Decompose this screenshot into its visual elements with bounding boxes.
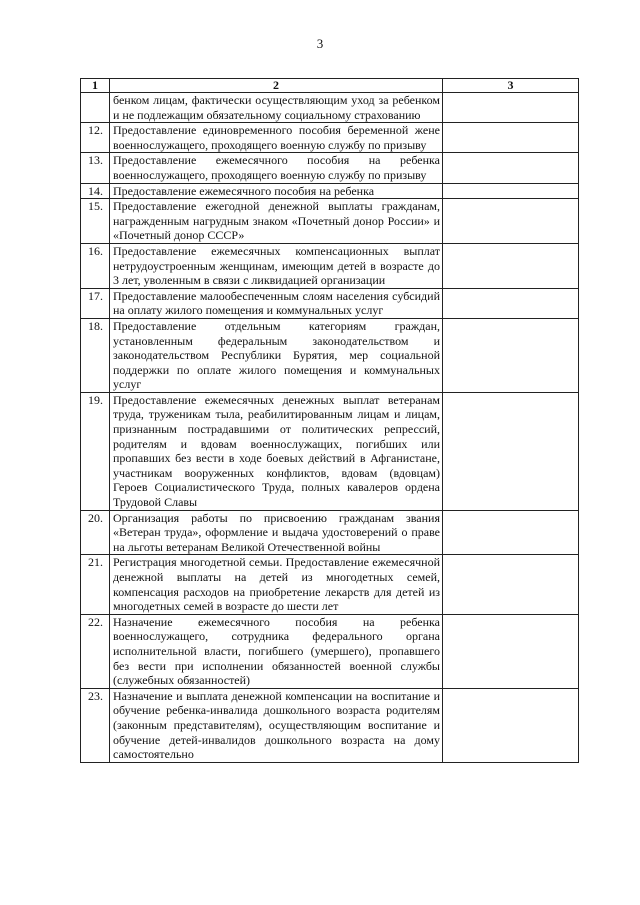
row-number: 14. — [81, 183, 110, 199]
column-header-3: 3 — [443, 79, 579, 93]
table-row — [81, 183, 579, 199]
row-number: 12. — [81, 123, 110, 153]
row-col3 — [443, 510, 579, 555]
table-row — [81, 243, 579, 288]
service-description: Назначение ежемесячного пособия на ребенка военнослужащего, сотрудника федерального органа исполнительной власти, погибшего (умершего), пропавшего без вести при исполнении обязанностей военной службы (служебных обязанностей) — [110, 614, 443, 688]
table-row — [81, 614, 579, 688]
service-description: Регистрация многодетной семьи. Предоставление ежемесячной денежной выплаты на детей из многодетных семей, компенсация расходов на приобретение лекарств для детей из многодетных семей в возрасте до шести лет — [110, 555, 443, 614]
table-row — [81, 288, 579, 318]
row-col3 — [443, 614, 579, 688]
row-number: 22. — [81, 614, 110, 688]
services-table — [80, 78, 579, 763]
service-description: Организация работы по присвоению гражданам звания «Ветеран труда», оформление и выдача удостоверений о праве на льготы ветеранам Великой Отечественной войны — [110, 510, 443, 555]
table-row — [81, 123, 579, 153]
service-description: Предоставление ежемесячного пособия на ребенка военнослужащего, проходящего военную службу по призыву — [110, 153, 443, 183]
row-number: 13. — [81, 153, 110, 183]
row-number: 16. — [81, 243, 110, 288]
row-number: 19. — [81, 392, 110, 510]
column-header-1: 1 — [81, 79, 110, 93]
page-number: 3 — [316, 36, 324, 51]
service-description: Предоставление ежемесячного пособия на ребенка — [110, 183, 443, 199]
row-col3 — [443, 93, 579, 123]
row-col3 — [443, 153, 579, 183]
service-description: Назначение и выплата денежной компенсации на воспитание и обучение ребенка-инвалида дошкольного возраста родителям (законным представителям), осуществляющим воспитание и обучение детей-инвалидов дошкольного возраста на дому самостоятельно — [110, 688, 443, 762]
table-row — [81, 510, 579, 555]
row-col3 — [443, 243, 579, 288]
table-row — [81, 318, 579, 392]
row-number: 21. — [81, 555, 110, 614]
table-row — [81, 93, 579, 123]
service-description: Предоставление ежегодной денежной выплаты гражданам, награжденным нагрудным знаком «Почетный донор России» и «Почетный донор СССР» — [110, 199, 443, 244]
row-col3 — [443, 288, 579, 318]
column-header-2: 2 — [110, 79, 443, 93]
row-number — [81, 93, 110, 123]
row-col3 — [443, 199, 579, 244]
service-description: Предоставление ежемесячных денежных выплат ветеранам труда, труженикам тыла, реабилитированным лицам и лицам, признанным пострадавшими от политических репрессий, родителям и вдовам военнослужащих, погибших или пропавших без вести в ходе боевых действий в Афганистане, участникам вооруженных конфликтов, вдовам (вдовцам) Героев Социалистического Труда, полных кавалеров ордена Трудовой Славы — [110, 392, 443, 510]
row-number: 15. — [81, 199, 110, 244]
service-description: Предоставление отдельным категориям граждан, установленным федеральным законодательством и законодательством Республики Бурятия, мер социальной поддержки по оплате жилого помещения и коммунальных услуг — [110, 318, 443, 392]
row-number: 23. — [81, 688, 110, 762]
row-number: 20. — [81, 510, 110, 555]
service-description: Предоставление малообеспеченным слоям населения субсидий на оплату жилого помещения и коммунальных услуг — [110, 288, 443, 318]
table-row — [81, 199, 579, 244]
service-description: бенком лицам, фактически осуществляющим уход за ребенком и не подлежащим обязательному социальному страхованию — [110, 93, 443, 123]
row-col3 — [443, 123, 579, 153]
table-row — [81, 153, 579, 183]
table-row — [81, 555, 579, 614]
table-header-row — [81, 79, 579, 93]
service-description: Предоставление ежемесячных компенсационных выплат нетрудоустроенным женщинам, имеющим детей в возрасте до 3 лет, уволенным в связи с ликвидацией организации — [110, 243, 443, 288]
row-col3 — [443, 555, 579, 614]
table-row — [81, 688, 579, 762]
row-col3 — [443, 318, 579, 392]
row-col3 — [443, 392, 579, 510]
row-number: 18. — [81, 318, 110, 392]
table-row — [81, 392, 579, 510]
row-col3 — [443, 688, 579, 762]
row-col3 — [443, 183, 579, 199]
row-number: 17. — [81, 288, 110, 318]
service-description: Предоставление единовременного пособия беременной жене военнослужащего, проходящего военную службу по призыву — [110, 123, 443, 153]
